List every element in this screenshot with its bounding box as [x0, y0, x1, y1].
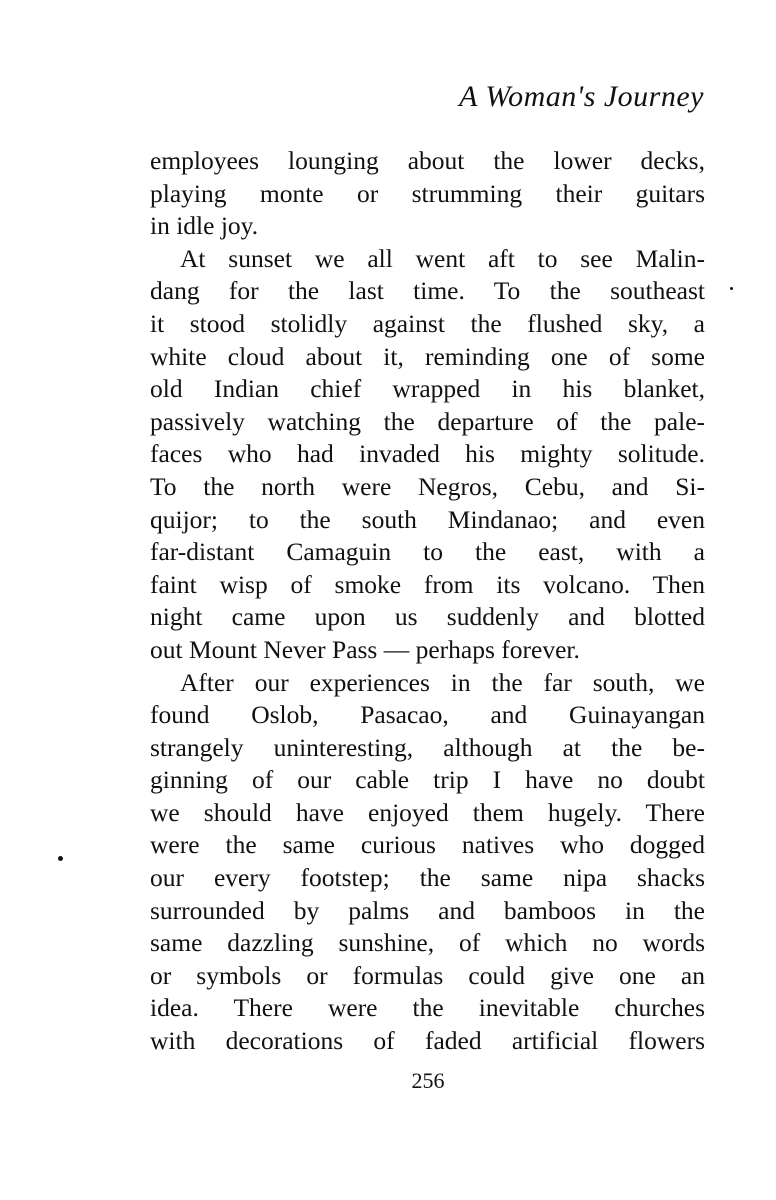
ink-speck — [58, 856, 63, 861]
text-line: faint wisp of smoke from its volcano. Then — [150, 569, 705, 599]
text-line: quijor; to the south Mindanao; and even — [150, 504, 705, 534]
text-line: in idle joy. — [150, 211, 259, 241]
body-text — [150, 145, 705, 1058]
text-line: we should have enjoyed them hugely. There — [150, 797, 705, 827]
text-line: with decorations of faded artificial flowers — [150, 1026, 705, 1056]
text-line: employees lounging about the lower decks, — [150, 146, 705, 175]
text-line: our every footstep; the same nipa shacks — [150, 863, 705, 893]
text-line: were the same curious natives who dogged — [150, 830, 705, 860]
text-line: same dazzling sunshine, of which no words — [150, 928, 705, 958]
text-line: old Indian chief wrapped in his blanket, — [150, 374, 705, 404]
running-head: A Woman's Journey — [459, 80, 704, 113]
text-line: idea. There were the inevitable churches — [150, 993, 705, 1023]
text-line: strangely uninteresting, although at the be- — [150, 732, 705, 762]
text-line: far-distant Camaguin to the east, with a — [150, 537, 705, 567]
text-line: or symbols or formulas could give one an — [150, 960, 705, 990]
text-line: faces who had invaded his mighty solitude. — [150, 439, 705, 469]
text-line: found Oslob, Pasacao, and Guinayangan — [150, 700, 705, 730]
text-line: At sunset we all went aft to see Malin- — [180, 243, 705, 273]
text-line: out Mount Never Pass — perhaps forever. — [150, 634, 580, 664]
text-line: ginning of our cable trip I have no doubt — [150, 765, 705, 795]
text-line: To the north were Negros, Cebu, and Si- — [150, 471, 705, 501]
text-line: After our experiences in the far south, we — [180, 667, 705, 697]
page-number: 256 — [411, 1068, 445, 1093]
text-line: it stood stolidly against the flushed sky, a — [150, 308, 705, 338]
text-line: passively watching the departure of the pale- — [150, 406, 705, 436]
text-line: dang for the last time. To the southeast — [150, 276, 705, 306]
text-line: playing monte or strumming their guitars — [150, 178, 705, 208]
text-line: white cloud about it, reminding one of some — [150, 341, 705, 371]
ink-speck — [730, 287, 733, 290]
text-line: surrounded by palms and bamboos in the — [150, 895, 705, 925]
text-line: night came upon us suddenly and blotted — [150, 602, 705, 632]
